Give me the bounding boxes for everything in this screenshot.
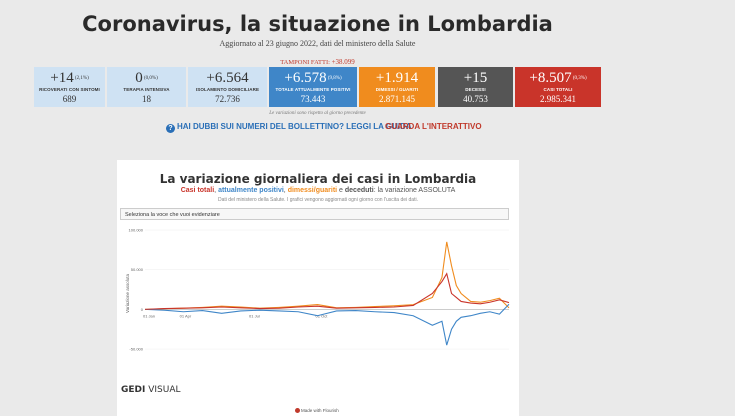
brand-rest: VISUAL (145, 385, 181, 395)
subtitle-part: attualmente positivi (218, 187, 284, 194)
stat-value: +14 (2,1%) (50, 70, 89, 86)
y-tick-label: 50.000 (130, 267, 143, 273)
y-axis-label: Variazione assoluta (125, 274, 130, 313)
gedi-visual-logo (121, 385, 181, 395)
series-line (142, 304, 509, 345)
stat-label: DIMESSI / GUARITI (375, 87, 419, 92)
variation-note: Le variazioni sono rispetto al giorno precedente (269, 111, 366, 116)
x-tick-label: 01 Jul (249, 313, 260, 319)
subtitle-part: e (337, 187, 345, 194)
stat-card (515, 67, 601, 107)
stat-card (359, 67, 435, 107)
stat-value: +6.578 (9,8%) (284, 70, 342, 86)
chart-title: La variazione giornaliera dei casi in Lombardia (159, 172, 477, 186)
x-tick-label: 01 Oct (315, 313, 328, 319)
stat-total: 18 (142, 94, 151, 105)
stat-card (438, 67, 513, 107)
guide-link-label: HAI DUBBI SUI NUMERI DEL BOLLETTINO? LEGGI LA GUIDA (177, 122, 412, 131)
subtitle-part: deceduti (344, 187, 374, 194)
x-tick-label: 01 Jan (142, 313, 156, 319)
stat-value: +6.564 (206, 70, 249, 86)
subtitle-part: dimessi/guariti (287, 187, 338, 194)
y-tick-label: -50.000 (129, 346, 143, 352)
flourish-badge[interactable] (295, 408, 339, 413)
stat-label: TOTALE ATTUALMENTE POSITIVI (275, 87, 351, 93)
stat-percent: (2,1%) (73, 76, 89, 82)
interactive-link[interactable]: GUARDA L'INTERATTIVO (385, 122, 482, 131)
stat-percent: (0,0%) (142, 76, 158, 82)
stat-label: DECESSI (465, 87, 486, 92)
stat-value: 0 (0,0%) (135, 70, 158, 86)
tamponi-label: TAMPONI FATTI: (280, 59, 330, 66)
stat-label: RICOVERATI CON SINTOMI (39, 87, 100, 93)
series-selector[interactable]: Seleziona la voce che vuoi evidenziare (120, 208, 509, 220)
chart-source: Dati del ministero della Salute. I grafici vengono aggiornati ogni giorno con l'uscita dei dati. (218, 197, 418, 203)
stat-value: +15 (463, 70, 488, 86)
stat-card (188, 67, 267, 107)
stat-total: 689 (62, 94, 77, 105)
stat-percent: (9,8%) (326, 76, 342, 82)
stat-card (107, 67, 186, 107)
update-subtitle: Aggiornato al 23 giugno 2022, dati del ministero della Salute (219, 39, 416, 48)
stat-value: +8.507 (0,3%) (529, 70, 587, 86)
stat-card (34, 67, 105, 107)
chart-embed (117, 160, 519, 416)
stat-label: TERAPIA INTENSIVA (123, 87, 170, 93)
subtitle-part: , (214, 187, 219, 194)
question-icon: ? (166, 124, 175, 133)
x-tick-label: 01 Apr (179, 313, 192, 319)
subtitle-part: , (283, 187, 288, 194)
flourish-icon (295, 408, 300, 413)
series-line (145, 242, 509, 309)
stat-total: 73.443 (300, 94, 326, 105)
stat-percent: (0,3%) (571, 76, 587, 82)
subtitle-part: : la variazione ASSOLUTA (373, 187, 456, 194)
stat-card (269, 67, 357, 107)
stat-total: 2.985.341 (540, 94, 576, 105)
y-tick-label: 100.000 (128, 227, 143, 233)
subtitle-part: Casi totali (180, 187, 215, 194)
stat-value: +1.914 (375, 70, 419, 86)
brand-bold: GEDI (121, 385, 146, 395)
links-row (0, 122, 735, 134)
stat-label: ISOLAMENTO DOMICILIARE (195, 87, 260, 92)
stat-total: 2.871.145 (379, 94, 415, 104)
page-title: Coronavirus, la situazione in Lombardia (82, 12, 553, 36)
stat-label: CASI TOTALI (543, 87, 573, 93)
tamponi-value: +38.099 (331, 58, 355, 66)
chart-subtitle (117, 187, 519, 194)
y-tick-label: 0 (140, 306, 143, 312)
guide-link[interactable] (166, 122, 412, 133)
stats-cards (0, 67, 735, 107)
flourish-label: Made with Flourish (301, 408, 339, 413)
line-chart (117, 222, 519, 382)
stat-total: 40.753 (463, 94, 488, 104)
stat-total: 72.736 (215, 94, 240, 104)
tamponi-line (0, 58, 635, 66)
